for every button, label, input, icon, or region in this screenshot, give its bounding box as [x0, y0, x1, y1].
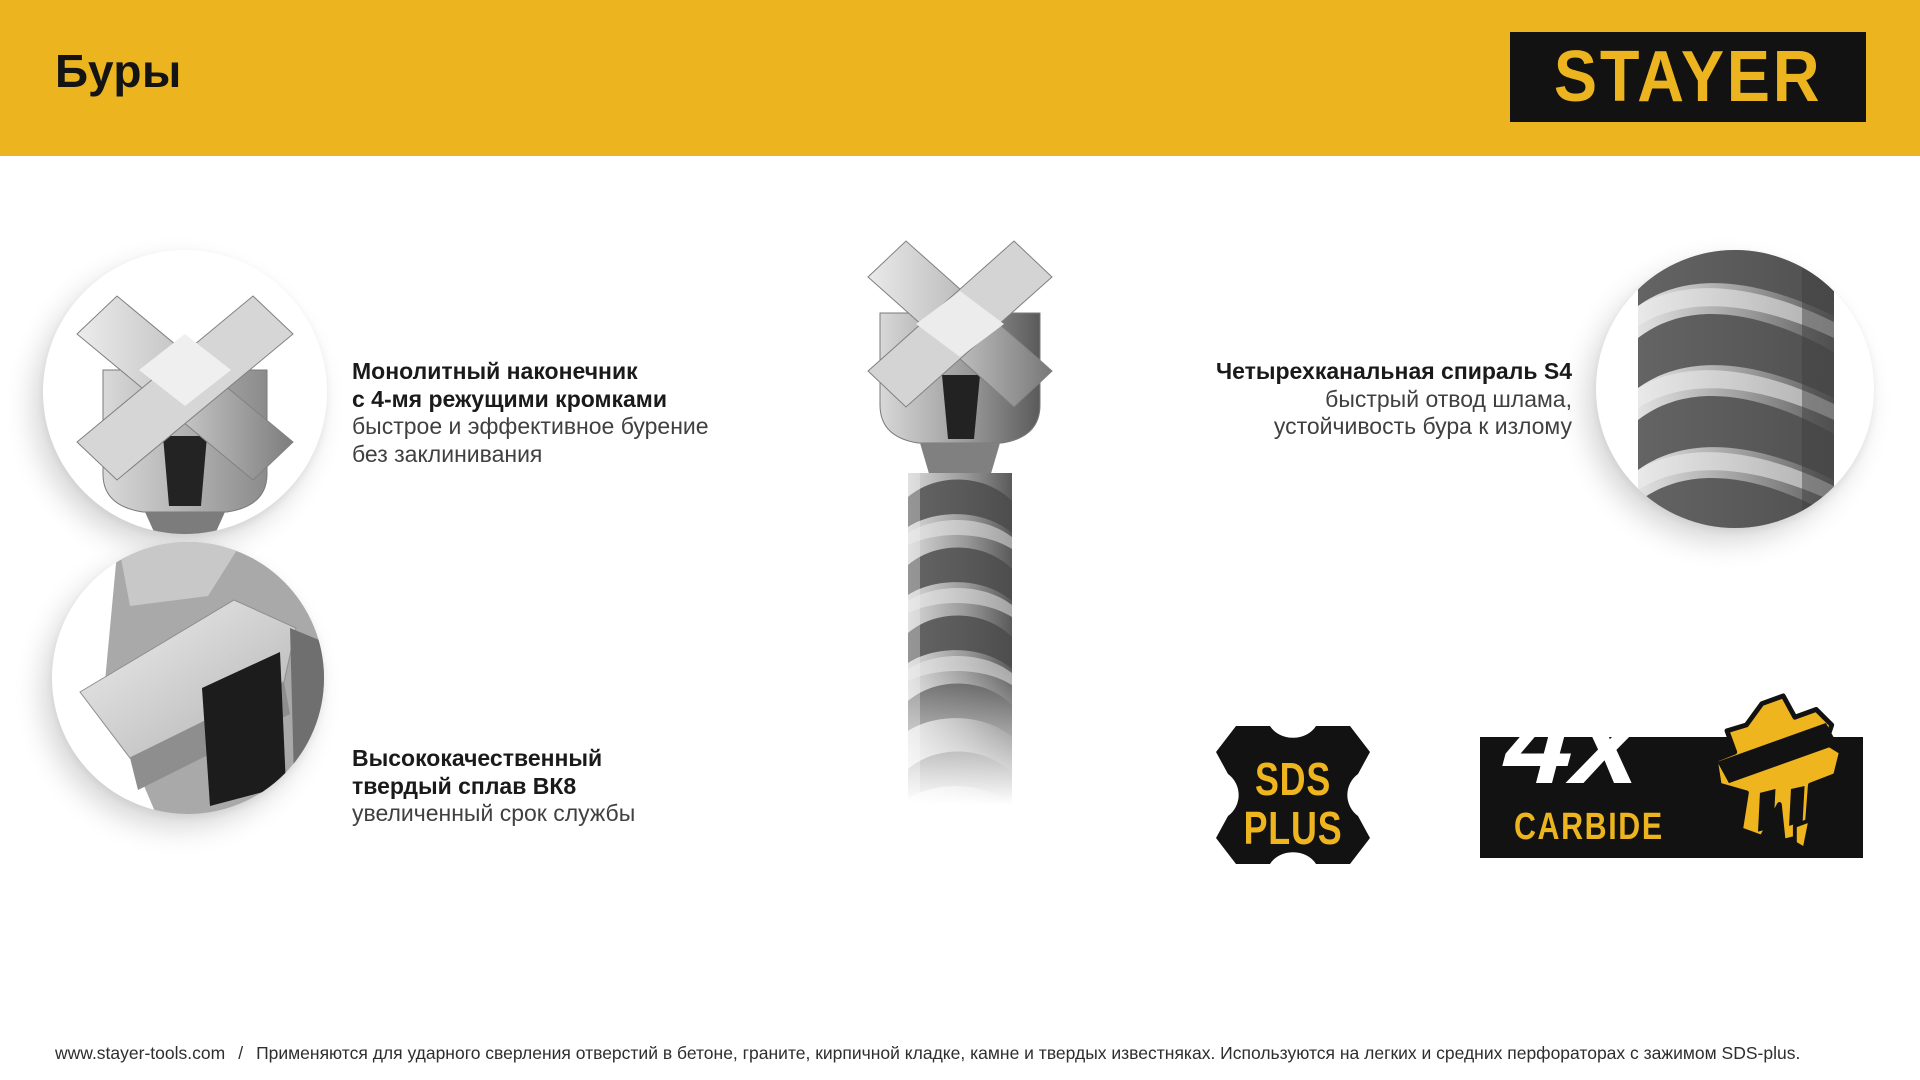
spiral-photo-circle — [1596, 250, 1874, 528]
page-title: Буры — [55, 45, 182, 97]
sds-badge-line2: PLUS — [1243, 802, 1343, 855]
stayer-logo-text: STAYER — [1553, 37, 1823, 117]
feature-spiral-desc-line2: устойчивость бура к излому — [1273, 413, 1572, 439]
drill-bit-icon — [842, 225, 1078, 805]
drill-tip-photo-icon — [43, 250, 327, 534]
feature-spiral-text — [1216, 358, 1572, 441]
carbide-label: CARBIDE — [1514, 806, 1664, 848]
feature-alloy-desc-line1: увеличенный срок службы — [352, 800, 636, 826]
feature-tip-title-line1: Монолитный наконечник — [352, 358, 638, 384]
feature-spiral-title-line1: Четырехканальная спираль S4 — [1215, 358, 1572, 384]
drill-bit-image — [842, 225, 1078, 805]
tip-photo-circle — [43, 250, 327, 534]
carbide-badge — [1480, 673, 1865, 859]
feature-spiral-desc-line1: быстрый отвод шлама, — [1325, 385, 1572, 412]
stayer-logo — [1510, 32, 1866, 122]
feature-tip-title-line2: с 4-мя режущими кромками — [352, 385, 667, 412]
feature-alloy-title-line2: твердый сплав ВК8 — [352, 772, 577, 799]
carbide-alloy-photo-icon — [52, 542, 324, 814]
alloy-photo-circle — [52, 542, 324, 814]
sds-shank-shape-icon — [1212, 722, 1374, 868]
feature-tip-text — [352, 358, 709, 468]
footer-description: Применяются для ударного сверления отверстий в бетоне, граните, кирпичной кладке, камне и твердых известняках. Используются на легких и средних перфораторах с зажимом SDS-plus. — [256, 1043, 1801, 1063]
feature-alloy-text — [352, 745, 635, 828]
feature-tip-desc-line2: без заклинивания — [352, 440, 543, 467]
carbide-bit-icon — [1692, 692, 1857, 852]
carbide-multiplier: 4x — [1501, 673, 1647, 809]
feature-alloy-title-line1: Высококачественный — [352, 745, 603, 771]
sds-plus-badge — [1212, 722, 1374, 868]
footer-website: www.stayer-tools.com — [55, 1043, 226, 1063]
sds-badge-line1: SDS — [1254, 753, 1332, 806]
header-band — [0, 0, 1920, 156]
spiral-photo-icon — [1596, 250, 1874, 528]
footer-separator: / — [238, 1043, 244, 1063]
feature-tip-desc-line1: быстрое и эффективное бурение — [352, 413, 709, 439]
footer — [55, 1042, 1865, 1064]
